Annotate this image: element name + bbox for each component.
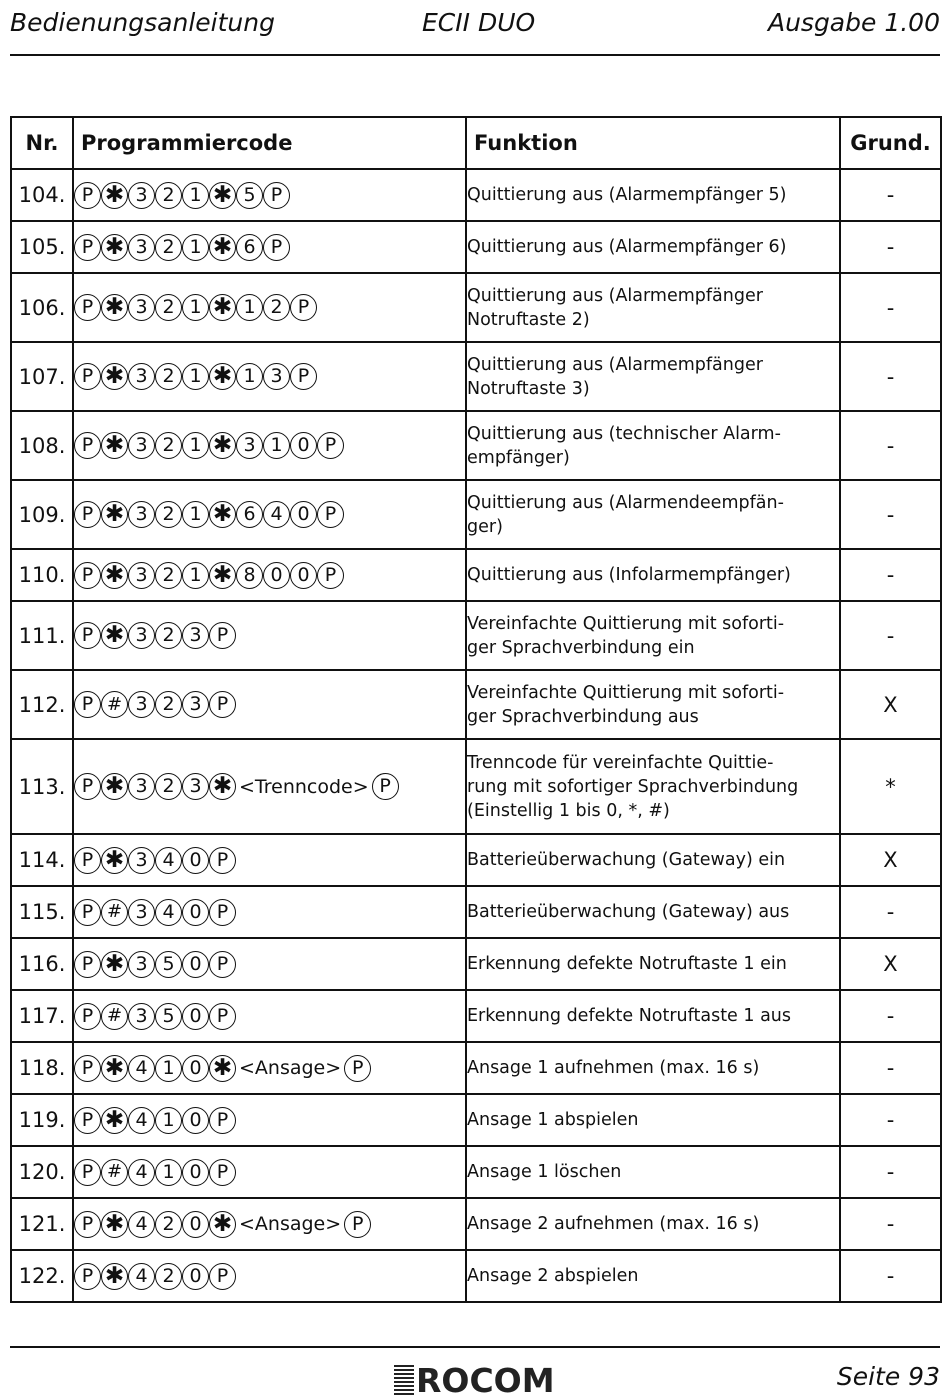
- table-row: [11, 221, 941, 273]
- header-product: ECII DUO: [422, 8, 536, 37]
- digit-key-icon: 4: [155, 899, 182, 926]
- digit-key-icon: 1: [155, 1055, 182, 1082]
- digit-key-icon: 3: [128, 432, 155, 459]
- key-sequence: [74, 773, 399, 800]
- star-key-icon: ✱: [101, 1263, 128, 1290]
- programming-code: [73, 1042, 466, 1094]
- star-key-icon: ✱: [101, 562, 128, 589]
- digit-key-icon: 1: [236, 294, 263, 321]
- p-key-icon: P: [344, 1055, 371, 1082]
- function-line: Quittierung aus (Alarmempfänger: [467, 354, 763, 375]
- default-value: -: [840, 273, 941, 342]
- p-key-icon: P: [209, 1159, 236, 1186]
- function-description: [466, 1042, 840, 1094]
- p-key-icon: P: [74, 899, 101, 926]
- star-key-icon: ✱: [101, 622, 128, 649]
- function-line: (Einstellig 1 bis 0, *, #): [467, 800, 670, 821]
- default-value: *: [840, 739, 941, 834]
- key-sequence: [74, 562, 344, 589]
- digit-key-icon: 1: [182, 294, 209, 321]
- function-line: Ansage 1 löschen: [467, 1162, 622, 1182]
- hash-key-icon: #: [101, 691, 128, 718]
- row-number: 105.: [11, 221, 73, 273]
- function-description: [466, 1198, 840, 1250]
- p-key-icon: P: [74, 363, 101, 390]
- digit-key-icon: 4: [155, 847, 182, 874]
- table-row: [11, 1094, 941, 1146]
- digit-key-icon: 1: [236, 363, 263, 390]
- p-key-icon: P: [74, 1003, 101, 1030]
- digit-key-icon: 0: [182, 1211, 209, 1238]
- key-sequence: [74, 234, 290, 261]
- table-row: [11, 834, 941, 886]
- digit-key-icon: 0: [182, 847, 209, 874]
- function-description: [466, 834, 840, 886]
- hash-key-icon: #: [101, 1159, 128, 1186]
- programming-code: [73, 886, 466, 938]
- digit-key-icon: 3: [128, 234, 155, 261]
- digit-key-icon: 2: [155, 234, 182, 261]
- p-key-icon: P: [209, 1263, 236, 1290]
- star-key-icon: ✱: [209, 294, 236, 321]
- programming-code: [73, 938, 466, 990]
- digit-key-icon: 0: [182, 951, 209, 978]
- row-number: 119.: [11, 1094, 73, 1146]
- key-sequence: [74, 1159, 236, 1186]
- programming-code: [73, 480, 466, 549]
- row-number: 109.: [11, 480, 73, 549]
- row-number: 118.: [11, 1042, 73, 1094]
- row-number: 104.: [11, 169, 73, 221]
- key-sequence: [74, 1003, 236, 1030]
- digit-key-icon: 1: [182, 182, 209, 209]
- default-value: -: [840, 886, 941, 938]
- code-placeholder: <Trenncode>: [239, 775, 369, 798]
- digit-key-icon: 3: [128, 294, 155, 321]
- table-row: [11, 342, 941, 411]
- digit-key-icon: 1: [155, 1107, 182, 1134]
- default-value: -: [840, 342, 941, 411]
- p-key-icon: P: [74, 773, 101, 800]
- programming-code: [73, 601, 466, 670]
- digit-key-icon: 6: [236, 234, 263, 261]
- p-key-icon: P: [74, 847, 101, 874]
- p-key-icon: P: [209, 1003, 236, 1030]
- digit-key-icon: 3: [128, 847, 155, 874]
- function-line: Ansage 2 abspielen: [467, 1266, 639, 1286]
- function-line: Quittierung aus (Alarmempfänger: [467, 285, 763, 306]
- row-number: 108.: [11, 411, 73, 480]
- rocom-logo: [394, 1362, 555, 1398]
- digit-key-icon: 2: [155, 622, 182, 649]
- digit-key-icon: 0: [182, 1107, 209, 1134]
- digit-key-icon: 4: [128, 1107, 155, 1134]
- digit-key-icon: 1: [263, 432, 290, 459]
- p-key-icon: P: [209, 899, 236, 926]
- digit-key-icon: 2: [155, 1263, 182, 1290]
- row-number: 122.: [11, 1250, 73, 1302]
- function-line: Quittierung aus (Infolarmempfänger): [467, 565, 791, 585]
- table-row: [11, 1042, 941, 1094]
- key-sequence: [74, 294, 317, 321]
- programming-code: [73, 221, 466, 273]
- function-description: [466, 549, 840, 601]
- programming-code: [73, 739, 466, 834]
- star-key-icon: ✱: [209, 363, 236, 390]
- digit-key-icon: 4: [128, 1159, 155, 1186]
- function-line: Quittierung aus (Alarmempfänger 5): [467, 185, 787, 205]
- key-sequence: [74, 899, 236, 926]
- digit-key-icon: 2: [155, 562, 182, 589]
- function-description: [466, 938, 840, 990]
- function-line: Quittierung aus (technischer Alarm-: [467, 423, 781, 444]
- function-line: Quittierung aus (Alarmempfänger 6): [467, 237, 787, 257]
- digit-key-icon: 2: [155, 773, 182, 800]
- function-line: Batterieüberwachung (Gateway) ein: [467, 850, 786, 870]
- digit-key-icon: 0: [182, 1159, 209, 1186]
- header-doc-type: Bedienungsanleitung: [10, 8, 275, 37]
- programming-code: [73, 169, 466, 221]
- table-row: [11, 1146, 941, 1198]
- star-key-icon: ✱: [101, 234, 128, 261]
- p-key-icon: P: [209, 622, 236, 649]
- programming-code: [73, 990, 466, 1042]
- function-description: [466, 670, 840, 739]
- digit-key-icon: 6: [236, 501, 263, 528]
- p-key-icon: P: [74, 951, 101, 978]
- digit-key-icon: 3: [236, 432, 263, 459]
- page-number: Seite 93: [836, 1362, 940, 1391]
- function-line: ger Sprachverbindung aus: [467, 706, 699, 727]
- row-number: 113.: [11, 739, 73, 834]
- function-line: Batterieüberwachung (Gateway) aus: [467, 902, 790, 922]
- function-description: [466, 273, 840, 342]
- function-line: empfänger): [467, 447, 570, 468]
- table-row: [11, 411, 941, 480]
- star-key-icon: ✱: [101, 363, 128, 390]
- p-key-icon: P: [74, 1211, 101, 1238]
- digit-key-icon: 0: [182, 899, 209, 926]
- table-header-row: [11, 117, 941, 169]
- function-description: [466, 342, 840, 411]
- digit-key-icon: 2: [263, 294, 290, 321]
- digit-key-icon: 3: [182, 622, 209, 649]
- digit-key-icon: 3: [128, 1003, 155, 1030]
- programming-code: [73, 670, 466, 739]
- default-value: -: [840, 1250, 941, 1302]
- function-line: Erkennung defekte Notruftaste 1 ein: [467, 954, 787, 974]
- default-value: -: [840, 1094, 941, 1146]
- star-key-icon: ✱: [209, 773, 236, 800]
- digit-key-icon: 2: [155, 294, 182, 321]
- digit-key-icon: 3: [128, 691, 155, 718]
- table-row: [11, 1250, 941, 1302]
- p-key-icon: P: [74, 234, 101, 261]
- key-sequence: [74, 501, 344, 528]
- digit-key-icon: 1: [182, 562, 209, 589]
- row-number: 120.: [11, 1146, 73, 1198]
- function-line: Vereinfachte Quittierung mit soforti-: [467, 613, 785, 634]
- table-row: [11, 938, 941, 990]
- row-number: 117.: [11, 990, 73, 1042]
- function-line: Ansage 1 aufnehmen (max. 16 s): [467, 1058, 760, 1078]
- digit-key-icon: 4: [128, 1263, 155, 1290]
- digit-key-icon: 3: [128, 951, 155, 978]
- footer-rule: [10, 1346, 940, 1348]
- digit-key-icon: 5: [155, 951, 182, 978]
- p-key-icon: P: [263, 182, 290, 209]
- p-key-icon: P: [74, 432, 101, 459]
- row-number: 114.: [11, 834, 73, 886]
- programming-code: [73, 834, 466, 886]
- programming-code: [73, 1094, 466, 1146]
- p-key-icon: P: [74, 294, 101, 321]
- p-key-icon: P: [263, 234, 290, 261]
- programming-code: [73, 1250, 466, 1302]
- digit-key-icon: 2: [155, 363, 182, 390]
- column-header-function: Funktion: [466, 117, 840, 169]
- digit-key-icon: 2: [155, 432, 182, 459]
- function-description: [466, 411, 840, 480]
- digit-key-icon: 1: [182, 234, 209, 261]
- table-row: [11, 549, 941, 601]
- function-line: Ansage 1 abspielen: [467, 1110, 639, 1130]
- digit-key-icon: 2: [155, 182, 182, 209]
- key-sequence: [74, 1055, 371, 1082]
- star-key-icon: ✱: [209, 562, 236, 589]
- table-row: [11, 169, 941, 221]
- p-key-icon: P: [74, 622, 101, 649]
- programming-code: [73, 549, 466, 601]
- table-row: [11, 886, 941, 938]
- digit-key-icon: 3: [128, 773, 155, 800]
- digit-key-icon: 3: [128, 182, 155, 209]
- table-row: [11, 670, 941, 739]
- star-key-icon: ✱: [209, 234, 236, 261]
- p-key-icon: P: [290, 294, 317, 321]
- digit-key-icon: 3: [128, 622, 155, 649]
- header-edition: Ausgabe 1.00: [767, 8, 940, 37]
- p-key-icon: P: [209, 1107, 236, 1134]
- p-key-icon: P: [372, 773, 399, 800]
- star-key-icon: ✱: [101, 773, 128, 800]
- programming-code-table: [10, 116, 942, 1303]
- default-value: -: [840, 601, 941, 670]
- function-description: [466, 1146, 840, 1198]
- default-value: -: [840, 1042, 941, 1094]
- digit-key-icon: 3: [263, 363, 290, 390]
- default-value: -: [840, 1198, 941, 1250]
- function-line: Ansage 2 aufnehmen (max. 16 s): [467, 1214, 760, 1234]
- default-value: -: [840, 221, 941, 273]
- programming-code: [73, 342, 466, 411]
- digit-key-icon: 3: [182, 691, 209, 718]
- star-key-icon: ✱: [101, 294, 128, 321]
- digit-key-icon: 8: [236, 562, 263, 589]
- function-description: [466, 1094, 840, 1146]
- table-row: [11, 1198, 941, 1250]
- p-key-icon: P: [74, 1107, 101, 1134]
- header-rule: [10, 54, 940, 56]
- digit-key-icon: 3: [182, 773, 209, 800]
- key-sequence: [74, 951, 236, 978]
- digit-key-icon: 0: [182, 1263, 209, 1290]
- p-key-icon: P: [74, 562, 101, 589]
- p-key-icon: P: [74, 1159, 101, 1186]
- logo-text: ROCOM: [416, 1360, 555, 1400]
- digit-key-icon: 3: [128, 562, 155, 589]
- table-row: [11, 739, 941, 834]
- digit-key-icon: 5: [155, 1003, 182, 1030]
- key-sequence: [74, 691, 236, 718]
- p-key-icon: P: [317, 432, 344, 459]
- p-key-icon: P: [209, 847, 236, 874]
- digit-key-icon: 0: [290, 501, 317, 528]
- digit-key-icon: 3: [128, 363, 155, 390]
- page-header: [10, 8, 940, 42]
- digit-key-icon: 4: [128, 1055, 155, 1082]
- logo-mark-icon: [394, 1365, 414, 1395]
- star-key-icon: ✱: [101, 501, 128, 528]
- programming-code: [73, 411, 466, 480]
- function-line: Quittierung aus (Alarmendeempfän-: [467, 492, 784, 513]
- function-description: [466, 601, 840, 670]
- function-line: Vereinfachte Quittierung mit soforti-: [467, 682, 785, 703]
- key-sequence: [74, 1211, 371, 1238]
- p-key-icon: P: [344, 1211, 371, 1238]
- function-description: [466, 1250, 840, 1302]
- key-sequence: [74, 847, 236, 874]
- default-value: -: [840, 169, 941, 221]
- digit-key-icon: 5: [236, 182, 263, 209]
- digit-key-icon: 0: [182, 1055, 209, 1082]
- function-description: [466, 739, 840, 834]
- digit-key-icon: 2: [155, 691, 182, 718]
- digit-key-icon: 0: [290, 432, 317, 459]
- p-key-icon: P: [317, 501, 344, 528]
- digit-key-icon: 4: [263, 501, 290, 528]
- function-description: [466, 990, 840, 1042]
- star-key-icon: ✱: [101, 182, 128, 209]
- p-key-icon: P: [74, 182, 101, 209]
- row-number: 121.: [11, 1198, 73, 1250]
- digit-key-icon: 3: [128, 501, 155, 528]
- default-value: X: [840, 938, 941, 990]
- key-sequence: [74, 432, 344, 459]
- function-description: [466, 221, 840, 273]
- function-line: Erkennung defekte Notruftaste 1 aus: [467, 1006, 792, 1026]
- hash-key-icon: #: [101, 1003, 128, 1030]
- row-number: 116.: [11, 938, 73, 990]
- row-number: 112.: [11, 670, 73, 739]
- star-key-icon: ✱: [101, 951, 128, 978]
- row-number: 107.: [11, 342, 73, 411]
- digit-key-icon: 1: [182, 501, 209, 528]
- key-sequence: [74, 1107, 236, 1134]
- key-sequence: [74, 1263, 236, 1290]
- star-key-icon: ✱: [101, 1107, 128, 1134]
- key-sequence: [74, 622, 236, 649]
- column-header-code: Programmiercode: [73, 117, 466, 169]
- function-line: Notruftaste 2): [467, 309, 590, 330]
- programming-code: [73, 273, 466, 342]
- default-value: -: [840, 1146, 941, 1198]
- digit-key-icon: 3: [128, 899, 155, 926]
- digit-key-icon: 0: [263, 562, 290, 589]
- row-number: 106.: [11, 273, 73, 342]
- programming-code: [73, 1146, 466, 1198]
- p-key-icon: P: [74, 1263, 101, 1290]
- row-number: 110.: [11, 549, 73, 601]
- column-header-default: Grund.: [840, 117, 941, 169]
- p-key-icon: P: [74, 1055, 101, 1082]
- function-line: Trenncode für vereinfachte Quittie-: [467, 752, 774, 773]
- star-key-icon: ✱: [101, 432, 128, 459]
- key-sequence: [74, 182, 290, 209]
- p-key-icon: P: [317, 562, 344, 589]
- star-key-icon: ✱: [209, 432, 236, 459]
- programming-code: [73, 1198, 466, 1250]
- function-line: ger Sprachverbindung ein: [467, 637, 695, 658]
- star-key-icon: ✱: [101, 1055, 128, 1082]
- digit-key-icon: 0: [182, 1003, 209, 1030]
- digit-key-icon: 0: [290, 562, 317, 589]
- p-key-icon: P: [74, 501, 101, 528]
- digit-key-icon: 1: [182, 363, 209, 390]
- default-value: -: [840, 411, 941, 480]
- p-key-icon: P: [74, 691, 101, 718]
- table-row: [11, 601, 941, 670]
- digit-key-icon: 1: [155, 1159, 182, 1186]
- function-line: rung mit sofortiger Sprachverbindung: [467, 776, 799, 797]
- key-sequence: [74, 363, 317, 390]
- table-row: [11, 990, 941, 1042]
- code-placeholder: <Ansage>: [239, 1213, 342, 1235]
- code-placeholder: <Ansage>: [239, 1057, 342, 1079]
- default-value: -: [840, 549, 941, 601]
- default-value: -: [840, 990, 941, 1042]
- star-key-icon: ✱: [101, 1211, 128, 1238]
- default-value: -: [840, 480, 941, 549]
- row-number: 115.: [11, 886, 73, 938]
- star-key-icon: ✱: [209, 182, 236, 209]
- column-header-nr: Nr.: [11, 117, 73, 169]
- star-key-icon: ✱: [209, 1055, 236, 1082]
- hash-key-icon: #: [101, 899, 128, 926]
- digit-key-icon: 2: [155, 501, 182, 528]
- digit-key-icon: 4: [128, 1211, 155, 1238]
- p-key-icon: P: [209, 951, 236, 978]
- row-number: 111.: [11, 601, 73, 670]
- p-key-icon: P: [209, 691, 236, 718]
- p-key-icon: P: [290, 363, 317, 390]
- star-key-icon: ✱: [209, 1211, 236, 1238]
- digit-key-icon: 1: [182, 432, 209, 459]
- star-key-icon: ✱: [209, 501, 236, 528]
- table-row: [11, 273, 941, 342]
- star-key-icon: ✱: [101, 847, 128, 874]
- function-description: [466, 886, 840, 938]
- function-description: [466, 169, 840, 221]
- function-description: [466, 480, 840, 549]
- function-line: Notruftaste 3): [467, 378, 590, 399]
- function-line: ger): [467, 516, 503, 537]
- default-value: X: [840, 834, 941, 886]
- table-row: [11, 480, 941, 549]
- default-value: X: [840, 670, 941, 739]
- digit-key-icon: 2: [155, 1211, 182, 1238]
